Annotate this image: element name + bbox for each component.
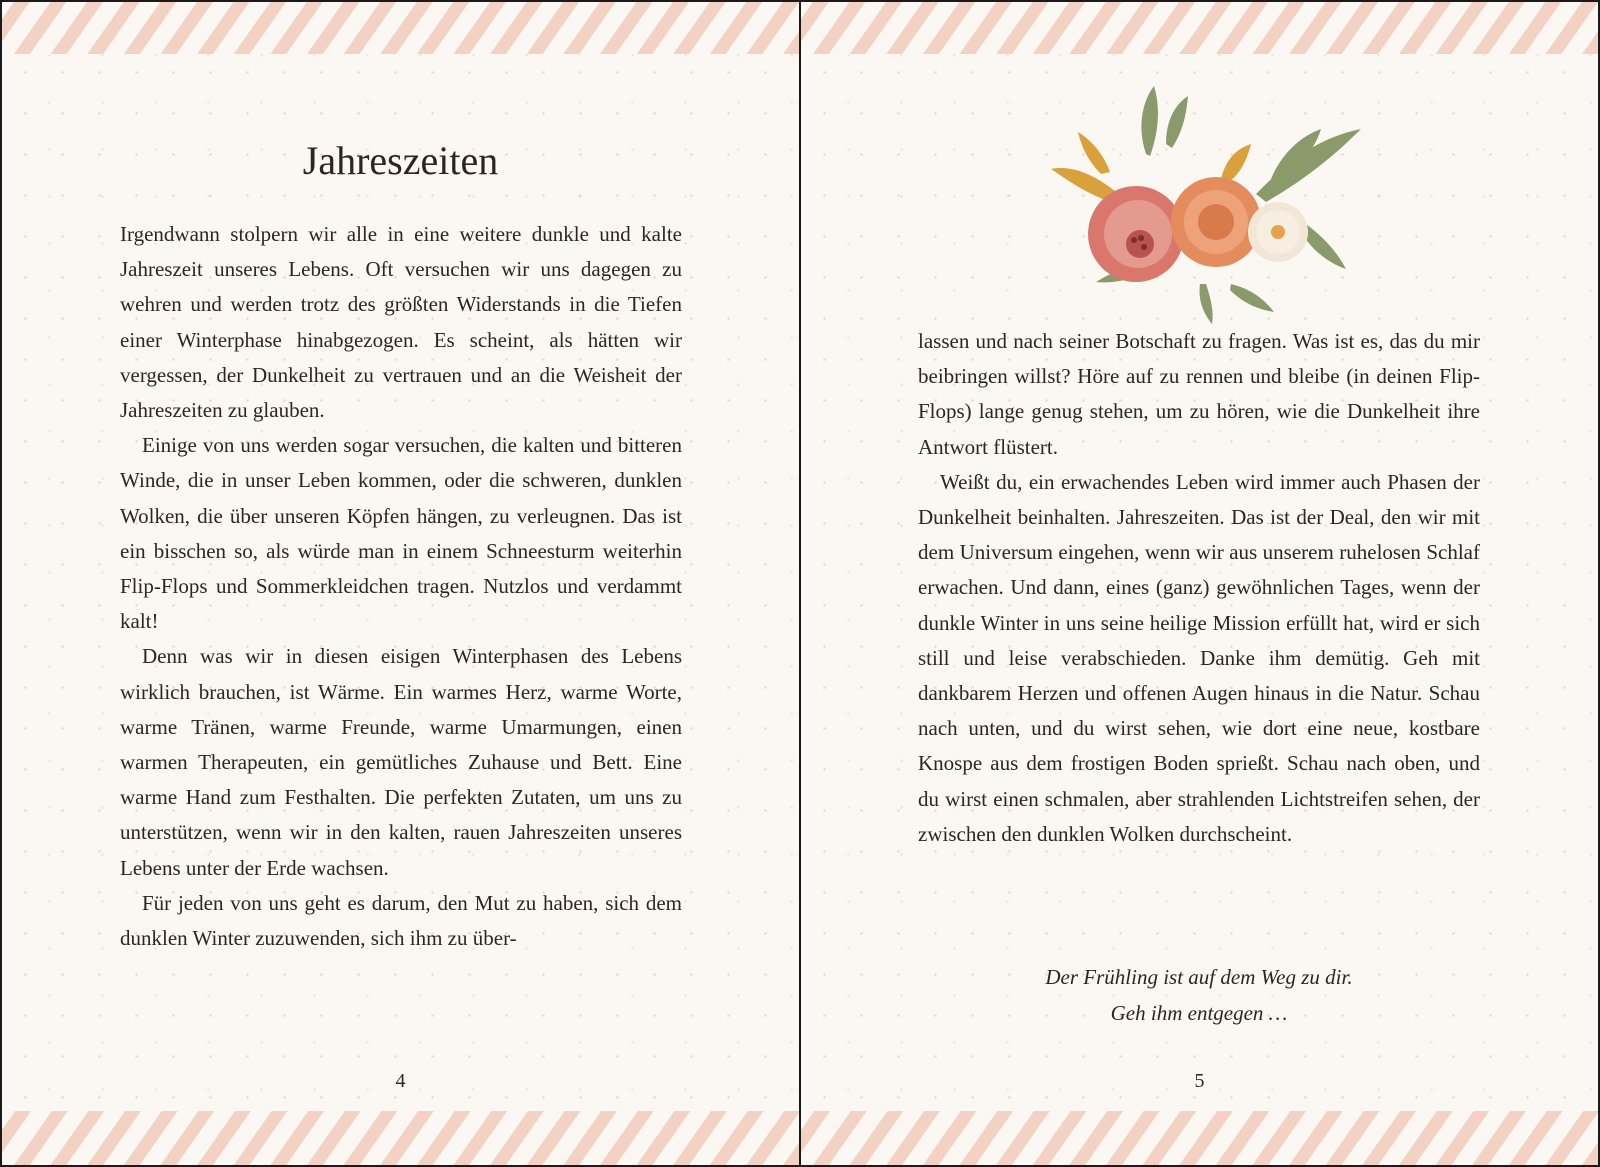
left-page xyxy=(2,2,799,1165)
top-stripe-border xyxy=(2,2,799,54)
paragraph: Einige von uns werden sogar versuchen, die kalten und bitteren Winde, die in unser Leben kommen, oder die schweren, dunklen Wolken, die über unseren Köpfen hängen, zu verleugnen. Das ist ein bisschen so, als würde man in einem Schneesturm weiterhin Flip-Flops und Sommerkleidchen tragen. Nutzlos und verdammt kalt! xyxy=(120,433,682,634)
paragraph: Für jeden von uns geht es darum, den Mut zu haben, sich dem dunklen Winter zuzuwenden, sich ihm zu über- xyxy=(120,890,682,951)
left-body-text xyxy=(120,217,682,956)
right-body-text xyxy=(918,324,1480,852)
page-number: 4 xyxy=(395,1070,406,1092)
bottom-stripe-border xyxy=(2,1111,799,1165)
chapter-title: Jahreszeiten xyxy=(302,138,499,183)
paragraph: Denn was wir in diesen eisigen Winterphasen des Lebens wirklich brauchen, ist Wärme. Ein warmes Herz, warme Worte, warme Tränen, warme Freunde, warme Umarmungen, einen warmen Therapeuten, ein gemütliches Zuhause und Bett. Eine warme Hand zum Festhalten. Die perfekten Zutaten, um uns zu unterstützen, wenn wir in den kalten, rauen Jahreszeiten unseres Lebens unter der Erde wachsen. xyxy=(120,644,682,880)
right-page xyxy=(801,2,1598,1165)
closing-quote xyxy=(918,959,1480,1031)
paragraph: Weißt du, ein erwachendes Leben wird immer auch Phasen der Dunkelheit beinhalten. Jahreszeiten. Das ist der Deal, den wir mit dem Universum eingehen, wenn wir aus unserem ruhelosen Schlaf erwachen. Und dann, eines (ganz) gewöhnlichen Tages, wenn der dunkle Winter in uns seine heilige Mission erfüllt hat, wird er sich still und leise verabschieden. Danke ihm demütig. Geh mit dankbarem Herzen und offenen Augen hinaus in die Natur. Schau nach unten, und du wirst sehen, wie dort eine neue, kostbare Knospe aus dem frostigen Boden sprießt. Schau nach oben, und du wirst einen schmalen, aber strahlenden Lichtstreifen sehen, der zwischen den dunklen Wolken durchscheint. xyxy=(918,469,1480,846)
flower-bouquet-icon xyxy=(1016,84,1386,324)
quote-line: Der Frühling ist auf dem Weg zu dir. xyxy=(1045,965,1353,989)
paragraph: Irgendwann stolpern wir alle in eine weitere dunkle und kalte Jahreszeit unseres Lebens. Oft versuchen wir uns dagegen zu wehren und werden trotz des größten Widerstands in die Tiefen einer Winterphase hinabgezogen. Es scheint, als hätten wir vergessen, der Dunkelheit zu vertrauen und an die Weisheit der Jahreszeiten zu glauben. xyxy=(120,222,682,423)
page-number: 5 xyxy=(1194,1070,1205,1092)
top-stripe-border xyxy=(801,2,1598,54)
paragraph: lassen und nach seiner Botschaft zu fragen. Was ist es, das du mir beibringen willst? Höre auf zu rennen und bleibe (in deinen Flip-Flops) lange genug stehen, um zu hören, wie die Dunkelheit ihre Antwort flüstert. xyxy=(918,329,1480,459)
quote-line: Geh ihm entgegen … xyxy=(1110,1001,1288,1025)
bottom-stripe-border xyxy=(801,1111,1598,1165)
